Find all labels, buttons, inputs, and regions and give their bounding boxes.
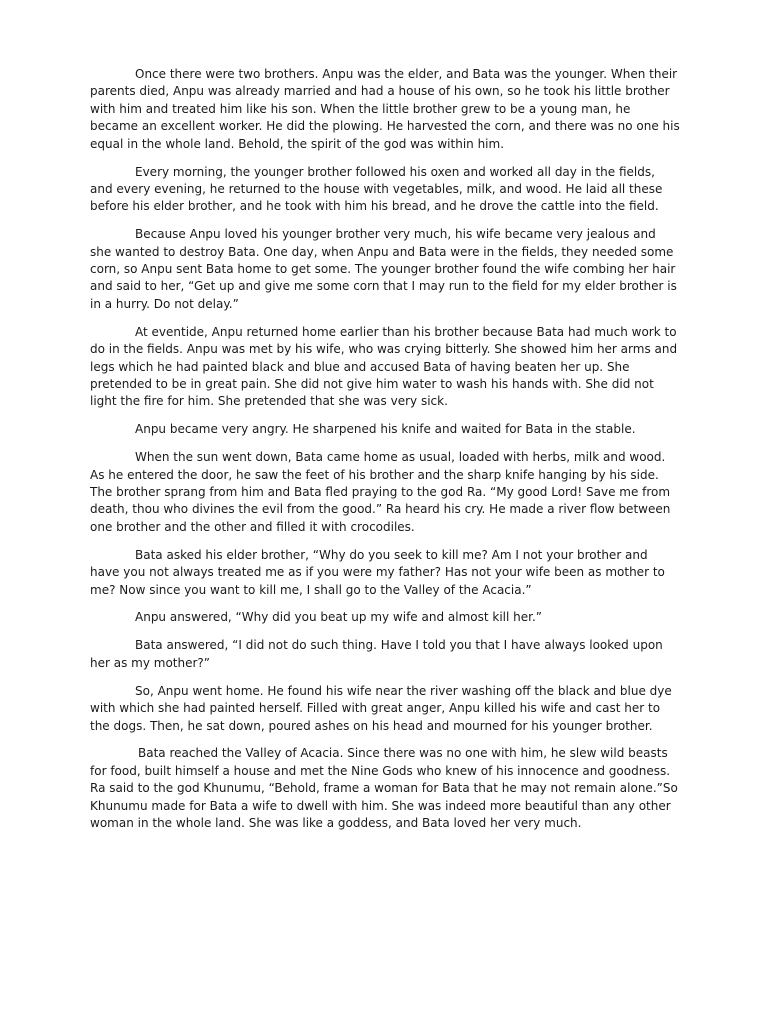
document-page bbox=[90, 66, 680, 843]
paragraph: Anpu answered, “Why did you beat up my wife and almost kill her.” bbox=[135, 610, 542, 625]
paragraph: Bata asked his elder brother, “Why do you seek to kill me? Am I not your brother and have you not always treated me as if you were my father? Has not your wife been as mother to me? Now since you want to kill me, I shall go to the Valley of the Acacia.” bbox=[90, 547, 665, 597]
paragraph: When the sun went down, Bata came home as usual, loaded with herbs, milk and wood. As he entered the door, he saw the feet of his brother and the sharp knife hanging by his side. The brother sprang from him and Bata fled praying to the god Ra. “My good Lord! Save me from death, thou who divines the evil from the good.” Ra heard his cry. He made a river flow between one brother and the other and filled it with crocodiles. bbox=[90, 450, 671, 534]
paragraph: Every morning, the younger brother followed his oxen and worked all day in the fields, and every evening, he returned to the house with vegetables, milk, and wood. He laid all these before his elder brother, and he took with him his bread, and he drove the cattle into the field. bbox=[90, 164, 663, 214]
paragraph: Once there were two brothers. Anpu was the elder, and Bata was the younger. When their parents died, Anpu was already married and had a house of his own, so he took his little brother with him and treated him like his son. When the little brother grew to be a young man, he became an excellent worker. He did the plowing. He harvested the corn, and there was no one his equal in the whole land. Behold, the spirit of the god was within him. bbox=[90, 67, 680, 151]
paragraph: Bata answered, “I did not do such thing. Have I told you that I have always looked upon her as my mother?” bbox=[90, 638, 663, 670]
paragraph: Bata reached the Valley of Acacia. Since there was no one with him, he slew wild beasts for food, built himself a house and met the Nine Gods who knew of his innocence and goodness. Ra said to the god Khunumu, “Behold, frame a woman for Bata that he may not remain alone.”So Khunumu made for Bata a wife to dwell with him. She was indeed more beautiful than any other woman in the whole land. She was like a goddess, and Bata loved her very much. bbox=[90, 746, 678, 831]
paragraph: At eventide, Anpu returned home earlier than his brother because Bata had much work to do in the fields. Anpu was met by his wife, who was crying bitterly. She showed him her arms and legs which he had painted black and blue and accused Bata of having beaten her up. She pretended to be in great pain. She did not give him water to wash his hands with. She did not light the fire for him. She pretended that she was very sick. bbox=[90, 324, 678, 409]
paragraph: Anpu became very angry. He sharpened his knife and waited for Bata in the stable. bbox=[135, 422, 636, 437]
paragraph: Because Anpu loved his younger brother very much, his wife became very jealous and she wanted to destroy Bata. One day, when Anpu and Bata were in the fields, they needed some corn, so Anpu sent Bata home to get some. The younger brother found the wife combing her hair and said to her, “Get up and give me some corn that I may run to the field for my elder brother is in a hurry. Do not delay.” bbox=[90, 227, 677, 311]
paragraph: So, Anpu went home. He found his wife near the river washing off the black and blue dye with which she had painted herself. Filled with great anger, Anpu killed his wife and cast her to the dogs. Then, he sat down, poured ashes on his head and mourned for his younger brother. bbox=[90, 683, 672, 733]
